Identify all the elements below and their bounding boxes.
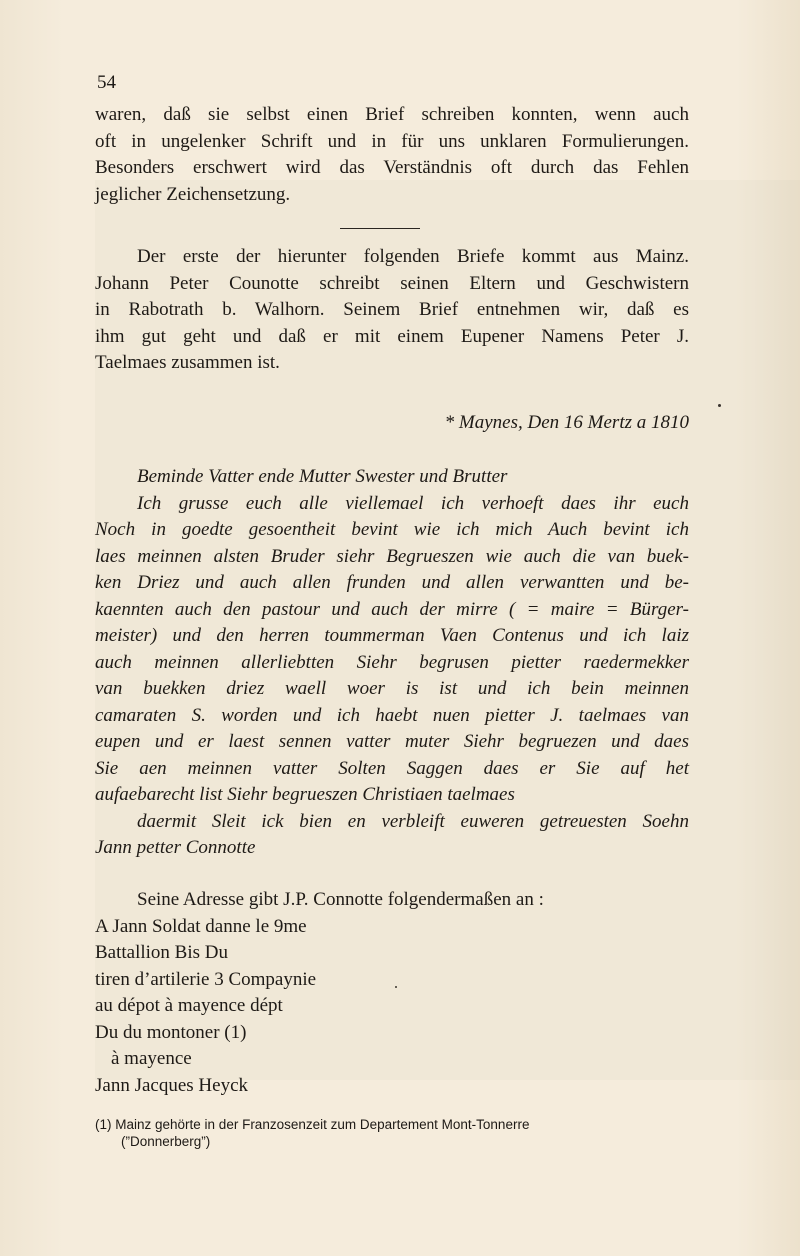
letter-line: ken Driez und auch allen frunden und allen verwantten und be- — [95, 572, 689, 593]
page-number: 54 — [97, 72, 116, 93]
letter-line: camaraten S. worden und ich haebt nuen pietter J. taelmaes van — [95, 704, 689, 726]
letter-text — [95, 464, 689, 862]
address-section — [95, 887, 689, 1099]
letter-salutation: Beminde Vatter ende Mutter Swester und Brutter — [137, 466, 508, 487]
paragraph-line: Johann Peter Counotte schreibt seinen Eltern und Geschwistern — [95, 272, 689, 294]
address-line: Jann Jacques Heyck — [95, 1074, 249, 1096]
letter-dateline: * Maynes, Den 16 Mertz a 1810 — [444, 412, 689, 433]
letter-line: meister) und den herren toummerman Vaen Contenus und ich laiz — [95, 625, 689, 646]
paragraph-line: Taelmaes zusammen ist. — [95, 352, 280, 373]
letter-line: kaennten auch den pastour und auch der mirre ( = maire = Bürger- — [95, 598, 689, 620]
intro-line: waren, daß sie selbst einen Brief schreiben konnten, wenn auch — [95, 104, 689, 125]
footnote-line: (1) Mainz gehörte in der Franzosenzeit zum Departement Mont-Tonnerre — [95, 1117, 530, 1132]
letter-line: Ich grusse euch alle viellemael ich verhoeft daes ihr euch — [137, 492, 689, 514]
letter-line: laes meinnen alsten Bruder siehr Begrueszen wie auch die van buek- — [95, 545, 689, 567]
intro-line: jeglicher Zeichensetzung. — [95, 183, 291, 205]
paragraph-line: Der erste der hierunter folgenden Briefe kommt aus Mainz. — [137, 246, 689, 267]
letter-line: eupen und er laest sennen vatter muter Siehr begruezen und daes — [95, 731, 689, 752]
intro-line: oft in ungelenker Schrift und in für uns unklaren Formulierungen. — [95, 130, 689, 152]
address-line: A Jann Soldat danne le 9me — [95, 915, 307, 937]
address-intro: Seine Adresse gibt J.P. Connotte folgendermaßen an : — [137, 889, 544, 910]
intro-line: Besonders erschwert wird das Verständnis oft durch das Fehlen — [95, 157, 689, 178]
address-line: au dépot à mayence dépt — [95, 995, 283, 1016]
letter-line: Noch in goedte gesoentheit bevint wie ich mich Auch bevint ich — [95, 519, 689, 540]
footnote-line: (”Donnerberg”) — [121, 1134, 211, 1149]
letter-line: Sie aen meinnen vatter Solten Saggen daes er Sie auf het — [95, 757, 689, 779]
address-line: tiren d’artilerie 3 Compaynie — [95, 968, 317, 990]
intro-paragraph — [95, 102, 689, 208]
letter-line: auch meinnen allerliebtten Siehr begrusen pietter raedermekker — [95, 651, 689, 673]
letter-line: aufaebarecht list Siehr begrueszen Christiaen taelmaes — [95, 784, 515, 805]
paragraph-line: ihm gut geht und daß er mit einem Eupener Namens Peter J. — [95, 325, 689, 347]
letter-line: van buekken driez waell woer is ist und ich bein meinnen — [95, 678, 689, 699]
letter-closing: daermit Sleit ick bien en verbleift euweren getreuesten Soehn — [137, 810, 689, 832]
footnote — [95, 1116, 695, 1150]
address-line: Du du montoner (1) — [95, 1021, 247, 1043]
address-line: Battallion Bis Du — [95, 942, 228, 963]
paper-speck — [718, 404, 721, 407]
letter-signature: Jann petter Connotte — [95, 837, 256, 858]
section-divider — [340, 228, 420, 229]
address-line: à mayence — [111, 1048, 192, 1069]
letter-introduction-paragraph — [95, 244, 689, 377]
paragraph-line: in Rabotrath b. Walhorn. Seinem Brief entnehmen wir, daß es — [95, 299, 689, 320]
paper-speck — [395, 986, 397, 988]
